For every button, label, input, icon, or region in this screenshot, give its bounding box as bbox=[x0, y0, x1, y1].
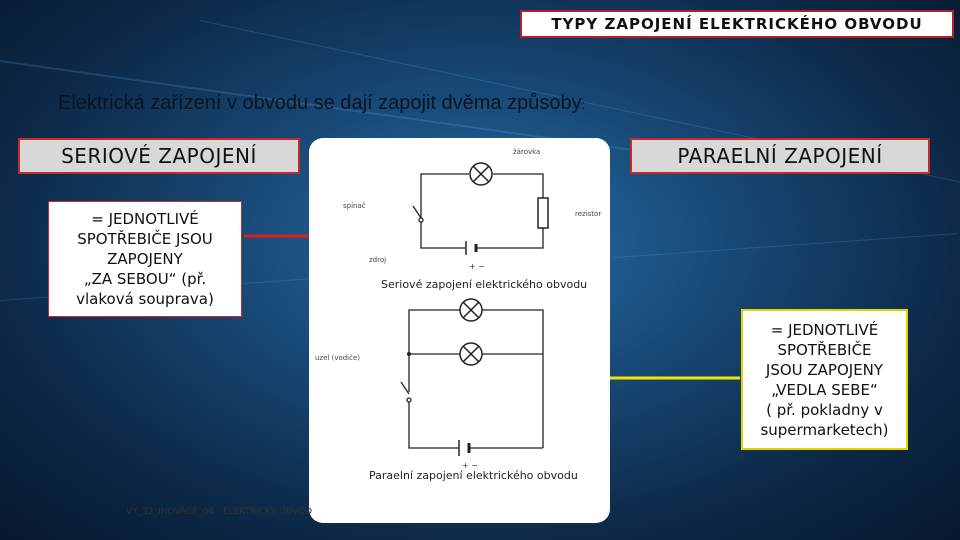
node-label: uzel (vodiče) bbox=[315, 354, 361, 362]
serial-desc-line: = JEDNOTLIVÉ bbox=[91, 210, 199, 228]
resistor-label: rezistor bbox=[575, 210, 602, 218]
serial-desc-line: vlaková souprava) bbox=[76, 290, 214, 308]
battery-symbol bbox=[459, 440, 469, 456]
serial-desc-line: SPOTŘEBIČE JSOU bbox=[77, 230, 213, 248]
parallel-desc-line: supermarketech) bbox=[760, 420, 889, 439]
battery-symbol bbox=[466, 241, 476, 255]
parallel-desc-line: SPOTŘEBIČE bbox=[777, 340, 872, 359]
serial-desc-line: ZAPOJENY bbox=[107, 250, 183, 268]
parallel-desc-line: ( př. pokladny v bbox=[766, 400, 883, 419]
wire bbox=[421, 174, 469, 218]
bulb-label: žárovka bbox=[513, 148, 541, 156]
parallel-circuit bbox=[409, 310, 543, 448]
bulb-symbol bbox=[470, 163, 492, 185]
wire bbox=[409, 400, 459, 448]
wire bbox=[476, 228, 543, 248]
resistor-symbol bbox=[538, 198, 548, 228]
parallel-polarity-label: + − bbox=[462, 461, 478, 470]
slide-title: TYPY ZAPOJENÍ ELEKTRICKÉHO OBVODU bbox=[520, 10, 954, 38]
bulb-symbol bbox=[460, 343, 482, 365]
serial-heading: SERIOVÉ ZAPOJENÍ bbox=[18, 138, 300, 174]
parallel-description bbox=[741, 309, 908, 450]
serial-description bbox=[48, 201, 242, 317]
parallel-desc-line: = JEDNOTLIVÉ bbox=[770, 320, 879, 339]
intro-text bbox=[58, 92, 585, 115]
parallel-heading: PARAELNÍ ZAPOJENÍ bbox=[630, 138, 930, 174]
footer-code: VY_32_INOVACE_04 - ELEKTRICKÝ OBVOD bbox=[126, 507, 313, 517]
parallel-desc-line: JSOU ZAPOJENY bbox=[765, 360, 884, 379]
wire bbox=[421, 222, 466, 248]
node-dot bbox=[407, 352, 411, 356]
switch-label: spínač bbox=[343, 202, 366, 210]
wire bbox=[493, 174, 543, 198]
serial-desc-line: „ZA SEBOU“ (př. bbox=[83, 270, 207, 288]
wire bbox=[482, 310, 543, 448]
source-label: zdroj bbox=[369, 256, 387, 264]
serial-caption: Seriové zapojení elektrického obvodu bbox=[381, 278, 588, 291]
intro-colon: : bbox=[581, 97, 586, 112]
intro-sentence: Elektrická zařízení v obvodu se dají zapojit dvěma způsoby bbox=[58, 92, 582, 114]
wire bbox=[409, 310, 460, 392]
circuit-diagrams bbox=[309, 138, 610, 523]
serial-polarity-label: + − bbox=[469, 262, 485, 271]
parallel-caption: Paraelní zapojení elektrického obvodu bbox=[369, 469, 578, 482]
bulb-symbol bbox=[460, 299, 482, 321]
circuit-diagram-panel bbox=[309, 138, 610, 523]
parallel-desc-line: „VEDLA SEBE“ bbox=[771, 380, 878, 399]
